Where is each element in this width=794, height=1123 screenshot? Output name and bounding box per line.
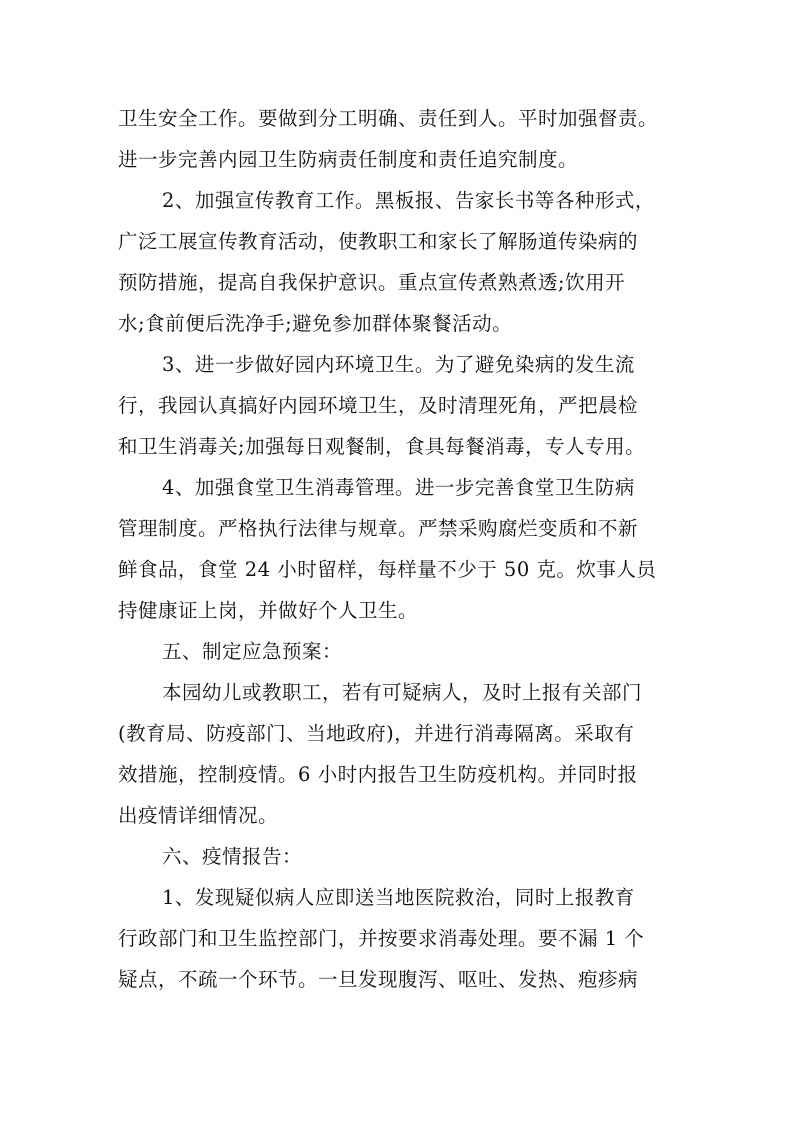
section-heading: 五、制定应急预案：: [162, 640, 343, 663]
text-line: 本园幼儿或教职工，若有可疑病人，及时上报有关部门: [162, 681, 643, 704]
text-line: 2、加强宣传教育工作。黑板报、告家长书等各种形式，: [162, 189, 655, 212]
text-line: (教育局、防疫部门、当地政府)，并进行消毒隔离。采取有: [118, 722, 635, 745]
text-line: 行政部门和卫生监控部门，并按要求消毒处理。要不漏 1 个: [118, 927, 645, 950]
text-line: 和卫生消毒关;加强每日观餐制，食具每餐消毒，专人专用。: [118, 435, 646, 458]
text-line: 预防措施，提高自我保护意识。重点宣传煮熟煮透;饮用开: [118, 271, 626, 294]
text-line: 3、进一步做好园内环境卫生。为了避免染病的发生流: [162, 353, 635, 376]
text-line: 水;食前便后洗净手;避免参加群体聚餐活动。: [118, 312, 513, 335]
text-line: 出疫情详细情况。: [118, 804, 279, 827]
text-line: 鲜食品，食堂 24 小时留样，每样量不少于 50 克。炊事人员: [118, 558, 657, 581]
text-line: 进一步完善内园卫生防病责任制度和责任追究制度。: [118, 148, 579, 171]
text-line: 疑点，不疏一个环节。一旦发现腹泻、呕吐、发热、疱疹病: [118, 968, 639, 991]
text-line: 行，我园认真搞好内园环境卫生，及时清理死角，严把晨检: [118, 394, 639, 417]
document-body: [118, 98, 694, 1000]
text-line: 1、发现疑似病人应即送当地医院救治，同时上报教育: [162, 886, 635, 909]
text-line: 持健康证上岗，并做好个人卫生。: [118, 599, 419, 622]
text-line: 管理制度。严格执行法律与规章。严禁采购腐烂变质和不新: [118, 517, 639, 540]
text-line: 4、加强食堂卫生消毒管理。进一步完善食堂卫生防病: [162, 476, 635, 499]
text-line: 广泛工展宣传教育活动，使教职工和家长了解肠道传染病的: [118, 230, 639, 253]
text-line: 卫生安全工作。要做到分工明确、责任到人。平时加强督责。: [118, 107, 659, 130]
section-heading: 六、疫情报告：: [162, 845, 303, 868]
text-line: 效措施，控制疫情。6 小时内报告卫生防疫机构。并同时报: [118, 763, 638, 786]
